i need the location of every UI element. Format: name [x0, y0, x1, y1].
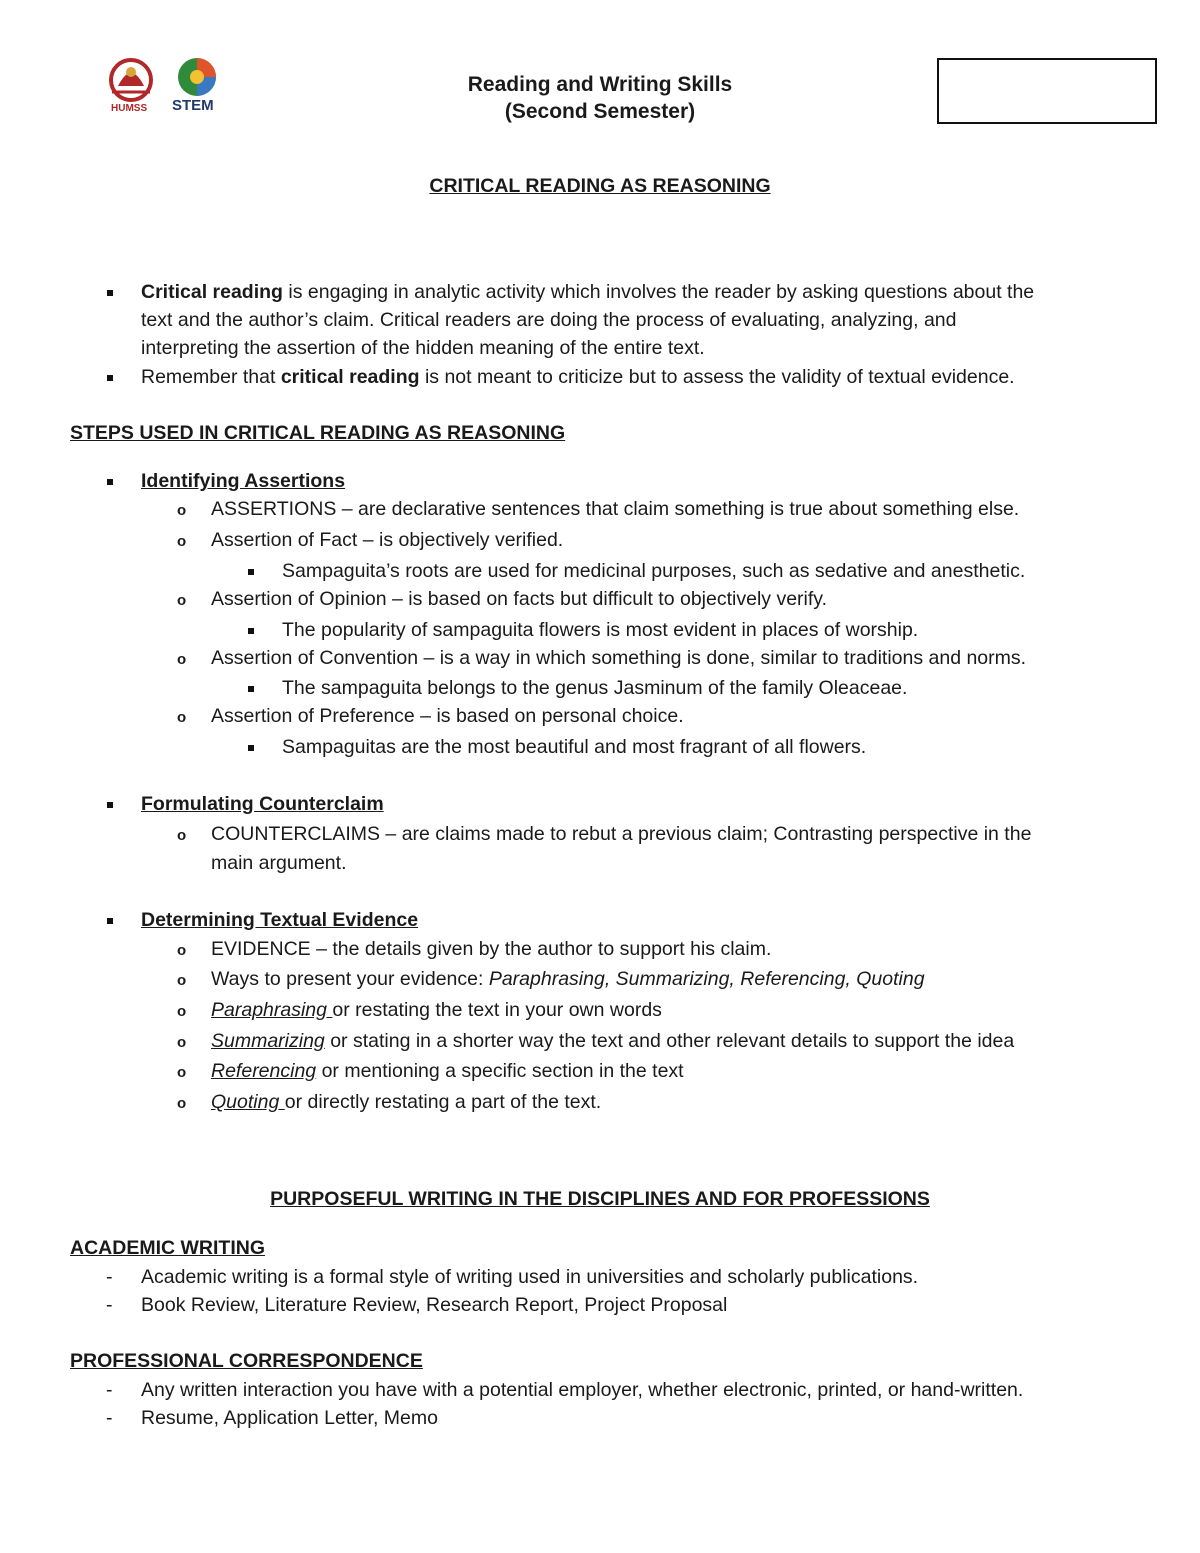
assertion-item: ASSERTIONS – are declarative sentences that claim something is true about something else.: [211, 498, 1020, 520]
definition-line-3: interpreting the assertion of the hidden meaning of the entire text.: [141, 337, 705, 359]
document-title: Reading and Writing Skills: [467, 73, 733, 96]
dash-bullet: -: [106, 1294, 113, 1316]
bullet-square-icon: [107, 375, 113, 381]
bullet-square-icon: [107, 802, 113, 808]
term-quoting: Quoting: [211, 1091, 285, 1113]
humss-logo-text: HUMSS: [111, 103, 148, 114]
professional-item: Resume, Application Letter, Memo: [141, 1407, 438, 1429]
bullet-square-icon: [248, 745, 254, 751]
term-summarizing: Summarizing: [211, 1030, 325, 1052]
academic-writing-heading: ACADEMIC WRITING: [70, 1237, 265, 1259]
bullet-square-icon: [248, 628, 254, 634]
assertion-item: Assertion of Convention – is a way in which something is done, similar to traditions and norms.: [211, 647, 1027, 669]
bullet-circle-icon: o: [177, 502, 187, 519]
evidence-item: EVIDENCE – the details given by the author to support his claim.: [211, 938, 772, 960]
document-subtitle: (Second Semester): [504, 100, 696, 123]
section-title-critical-reading: CRITICAL READING AS REASONING: [429, 175, 771, 197]
assertion-example: Sampaguita’s roots are used for medicinal purposes, such as sedative and anesthetic.: [282, 560, 1026, 582]
bullet-circle-icon: o: [177, 651, 187, 668]
definition-line-1: [141, 281, 1034, 304]
evidence-ways: [211, 968, 925, 991]
academic-item: Academic writing is a formal style of writing used in universities and scholarly publications.: [141, 1266, 919, 1288]
counterclaim-line-2: main argument.: [211, 852, 347, 874]
bullet-circle-icon: o: [177, 1095, 187, 1112]
bullet-circle-icon: o: [177, 709, 187, 726]
empty-score-box: [937, 58, 1157, 124]
professional-item: Any written interaction you have with a potential employer, whether electronic, printed, or hand-written.: [141, 1379, 1024, 1401]
bullet-square-icon: [107, 479, 113, 485]
summarizing-desc: or stating in a shorter way the text and other relevant details to support the idea: [324, 1030, 1015, 1052]
bullet-circle-icon: o: [177, 1003, 187, 1020]
academic-item: Book Review, Literature Review, Research Report, Project Proposal: [141, 1294, 728, 1316]
humss-logo: [98, 56, 164, 116]
definition-text: is engaging in analytic activity which involves the reader by asking questions about the: [282, 281, 1035, 303]
bullet-circle-icon: o: [177, 827, 187, 844]
professional-correspondence-heading: PROFESSIONAL CORRESPONDENCE: [70, 1350, 423, 1372]
assertion-item: Assertion of Preference – is based on personal choice.: [211, 705, 684, 727]
dash-bullet: -: [106, 1266, 113, 1288]
evidence-ways-pre: Ways to present your evidence:: [211, 968, 489, 990]
dash-bullet: -: [106, 1407, 113, 1429]
stem-logo: [168, 54, 226, 116]
counterclaim-line-1: COUNTERCLAIMS – are claims made to rebut a previous claim; Contrasting perspective in the: [211, 823, 1032, 845]
bullet-circle-icon: o: [177, 592, 187, 609]
stem-logo-text: STEM: [172, 97, 214, 114]
evidence-paraphrasing: [211, 999, 662, 1022]
term-critical-reading: Critical reading: [141, 281, 283, 303]
dash-bullet: -: [106, 1379, 113, 1401]
bullet-circle-icon: o: [177, 1064, 187, 1081]
assertion-item: Assertion of Opinion – is based on facts but difficult to objectively verify.: [211, 588, 828, 610]
remember-post: is not meant to criticize but to assess the validity of textual evidence.: [419, 366, 1015, 388]
remember-pre: Remember that: [141, 366, 281, 388]
term-paraphrasing: Paraphrasing: [211, 999, 333, 1021]
formulating-counterclaim-heading: Formulating Counterclaim: [141, 793, 384, 815]
quoting-desc: or directly restating a part of the text.: [284, 1091, 602, 1113]
bullet-square-icon: [248, 569, 254, 575]
bullet-circle-icon: o: [177, 1034, 187, 1051]
referencing-desc: or mentioning a specific section in the text: [316, 1060, 684, 1082]
bullet-square-icon: [107, 918, 113, 924]
evidence-summarizing: [211, 1030, 1014, 1053]
bullet-square-icon: [107, 290, 113, 296]
assertion-example: The popularity of sampaguita flowers is most evident in places of worship.: [282, 619, 919, 641]
determining-evidence-heading: Determining Textual Evidence: [141, 909, 419, 931]
remember-bold: critical reading: [280, 366, 420, 388]
bullet-square-icon: [248, 686, 254, 692]
identifying-assertions-heading: Identifying Assertions: [141, 470, 346, 492]
term-referencing: Referencing: [211, 1060, 317, 1082]
evidence-referencing: [211, 1060, 684, 1083]
bullet-circle-icon: o: [177, 533, 187, 550]
bullet-circle-icon: o: [177, 972, 187, 989]
section-title-purposeful-writing: PURPOSEFUL WRITING IN THE DISCIPLINES AND FOR PROFESSIONS: [270, 1188, 930, 1210]
assertion-example: Sampaguitas are the most beautiful and most fragrant of all flowers.: [282, 736, 867, 758]
bullet-circle-icon: o: [177, 942, 187, 959]
steps-title: STEPS USED IN CRITICAL READING AS REASONING: [70, 422, 566, 444]
evidence-ways-list: Paraphrasing, Summarizing, Referencing, Quoting: [488, 968, 925, 990]
definition-line-2: text and the author’s claim. Critical readers are doing the process of evaluating, analyzing, and: [141, 309, 957, 331]
assertion-example: The sampaguita belongs to the genus Jasminum of the family Oleaceae.: [282, 677, 908, 699]
paraphrasing-desc: or restating the text in your own words: [332, 999, 662, 1021]
remember-line: [141, 366, 1015, 389]
evidence-quoting: [211, 1091, 601, 1114]
assertion-item: Assertion of Fact – is objectively verified.: [211, 529, 564, 551]
